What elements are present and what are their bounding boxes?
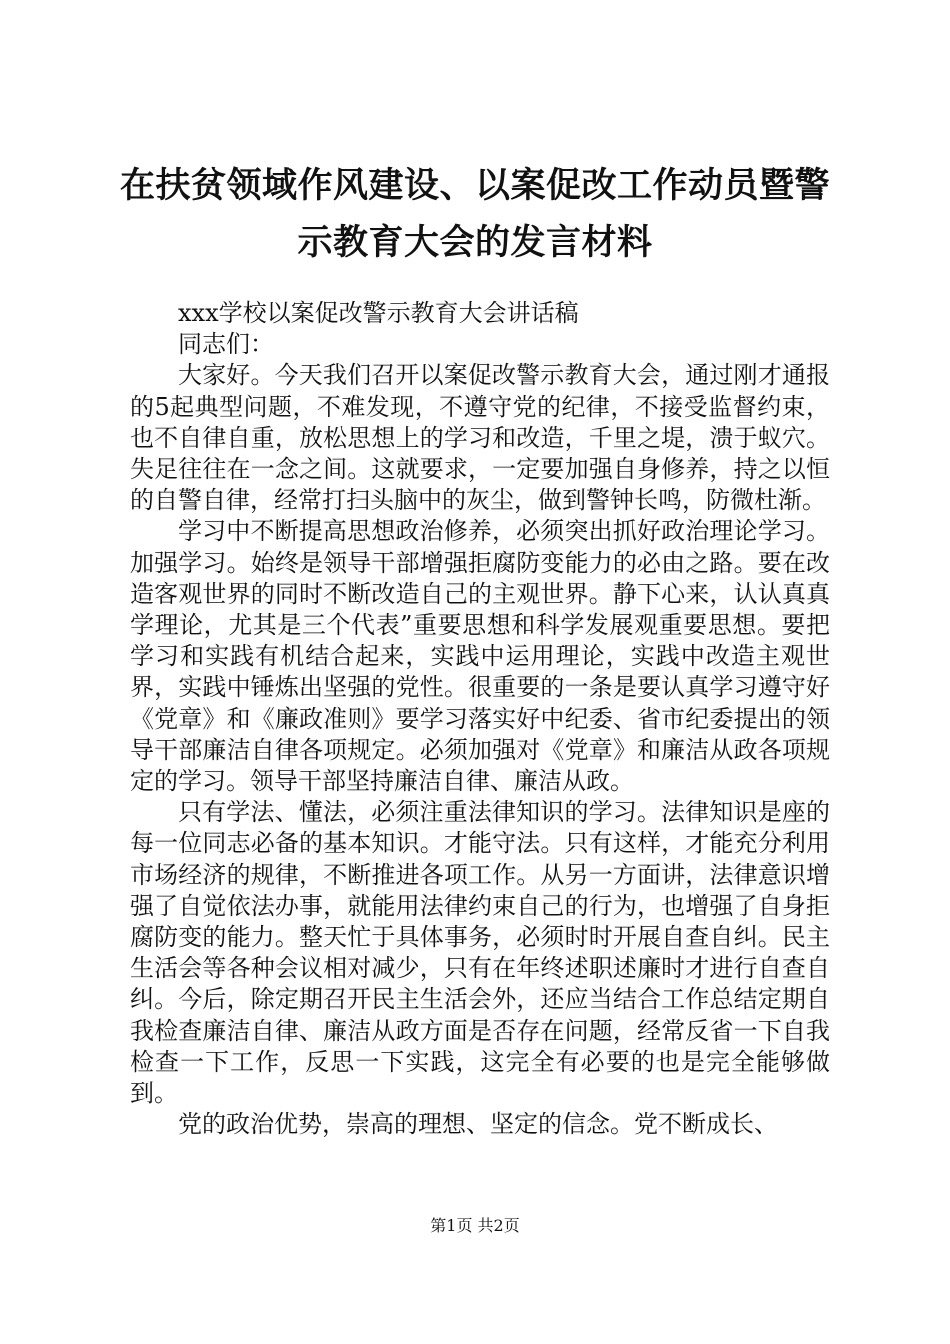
document-body	[130, 298, 830, 1140]
paragraph-2: 学习中不断提高思想政治修养，必须突出抓好政治理论学习。加强学习。始终是领导干部增强拒腐防变能力的必由之路。要在改造客观世界的同时不断改造自己的主观世界。静下心来，认认真真学理论，尤其是三个代表”重要思想和科学发展观重要思想。要把学习和实践有机结合起来，实践中运用理论，实践中改造主观世界，实践中锤炼出坚强的党性。很重要的一条是要认真学习遵守好《党章》和《廉政准则》要学习落实好中纪委、省市纪委提出的领导干部廉洁自律各项规定。必须加强对《党章》和廉洁从政各项规定的学习。领导干部坚持廉洁自律、廉洁从政。	[130, 517, 830, 796]
paragraph-3: 只有学法、懂法，必须注重法律知识的学习。法律知识是座的每一位同志必备的基本知识。才能守法。只有这样，才能充分利用市场经济的规律，不断推进各项工作。从另一方面讲，法律意识增强了自觉依法办事，就能用法律约束自己的行为，也增强了自身拒腐防变的能力。整天忙于具体事务，必须时时开展自查自纠。民主生活会等各种会议相对减少，只有在年终述职述廉时才进行自查自纠。今后，除定期召开民主生活会外，还应当结合工作总结定期自我检查廉洁自律、廉洁从政方面是否存在问题，经常反省一下自我检查一下工作，反思一下实践，这完全有必要的也是完全能够做到。	[130, 798, 830, 1108]
paragraph-4: 党的政治优势，崇高的理想、坚定的信念。党不断成长、	[178, 1110, 778, 1139]
page-number-footer: 第1页 共2页	[430, 1216, 520, 1235]
document-title: 在扶贫领域作风建设、以案促改工作动员暨警示教育大会的发言材料	[119, 166, 830, 263]
paragraph-1: 大家好。今天我们召开以案促改警示教育大会，通过刚才通报的5起典型问题，不难发现，不遵守党的纪律，不接受监督约束，也不自律自重，放松思想上的学习和改造，千里之堤，溃于蚁穴。失足往往在一念之间。这就要求，一定要加强自身修养，持之以恒的自警自律，经常打扫头脑中的灰尘，做到警钟长鸣，防微杜渐。	[130, 361, 830, 515]
salutation: 同志们：	[178, 330, 274, 359]
document-subtitle: xxx学校以案促改警示教育大会讲话稿	[178, 299, 579, 327]
